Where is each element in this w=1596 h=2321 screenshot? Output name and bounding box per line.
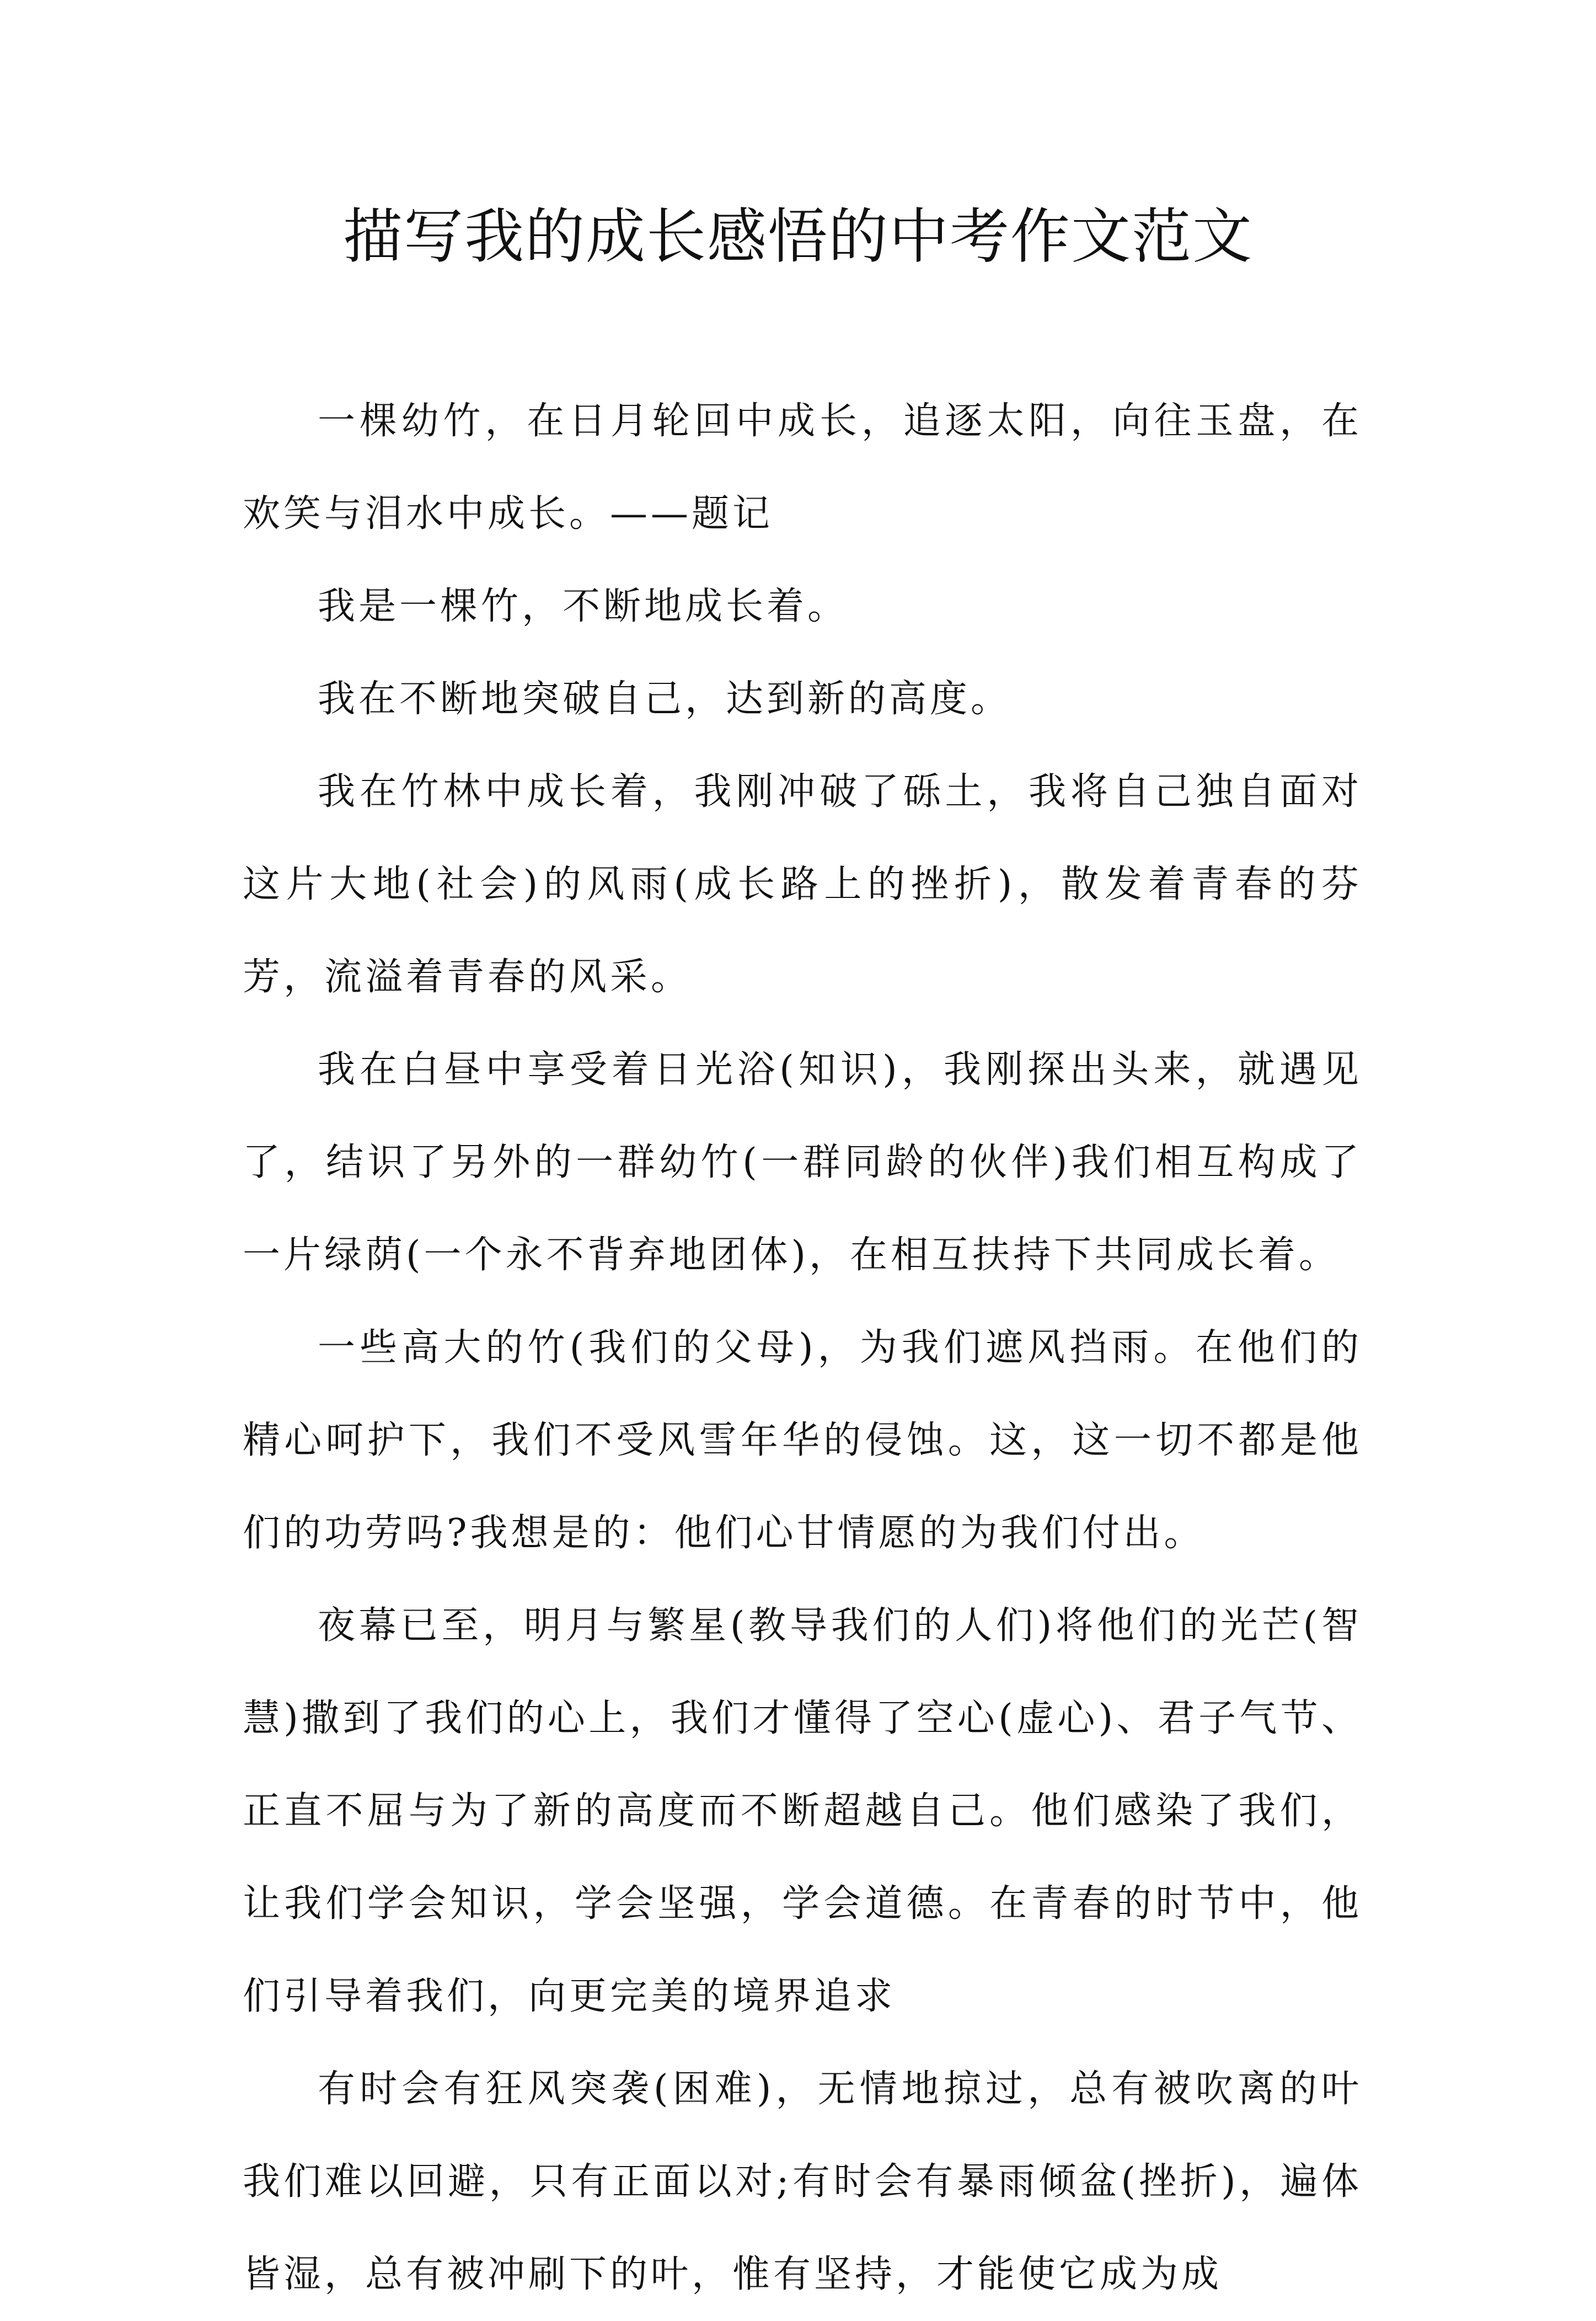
document-body [243, 375, 1362, 2321]
paragraph: 我是一棵竹，不断地成长着。 [318, 585, 849, 628]
document-title: 描写我的成长感悟的中考作文范文 [342, 202, 1253, 271]
paragraph: 夜幕已至，明月与繁星(教导我们的人们)将他们的光芒(智慧)撒到了我们的心上，我们才懂得了空心(虚心)、君子气节、正直不屈与为了新的高度而不断超越自己。他们感染了我们，让我们学会知识，学会坚强，学会道德。在青春的时节中，他们引导着我们，向更完美的境界追求 [243, 1604, 1362, 2018]
paragraph: 我在不断地突破自己，达到新的高度。 [318, 677, 1012, 721]
paragraph: 一些高大的竹(我们的父母)，为我们遮风挡雨。在他们的精心呵护下，我们不受风雪年华的侵蚀。这，这一切不都是他们的功劳吗?我想是的：他们心甘情愿的为我们付出。 [243, 1326, 1362, 1555]
paragraph-epigraph: 一棵幼竹，在日月轮回中成长，追逐太阳，向往玉盘，在欢笑与泪水中成长。——题记 [243, 399, 1362, 536]
paragraph: 有时会有狂风突袭(困难)，无情地掠过，总有被吹离的叶我们难以回避，只有正面以对;有时会有暴雨倾盆(挫折)，遍体皆湿，总有被冲刷下的叶，惟有坚持，才能使它成为成 [243, 2067, 1362, 2296]
paragraph: 我在竹林中成长着，我刚冲破了砾土，我将自己独自面对这片大地(社会)的风雨(成长路上的挫折)，散发着青春的芬芳，流溢着青春的风采。 [243, 770, 1362, 999]
paragraph: 我在白昼中享受着日光浴(知识)，我刚探出头来，就遇见了，结识了另外的一群幼竹(一群同龄的伙伴)我们相互构成了一片绿荫(一个永不背弃地团体)，在相互扶持下共同成长着。 [243, 1048, 1362, 1277]
